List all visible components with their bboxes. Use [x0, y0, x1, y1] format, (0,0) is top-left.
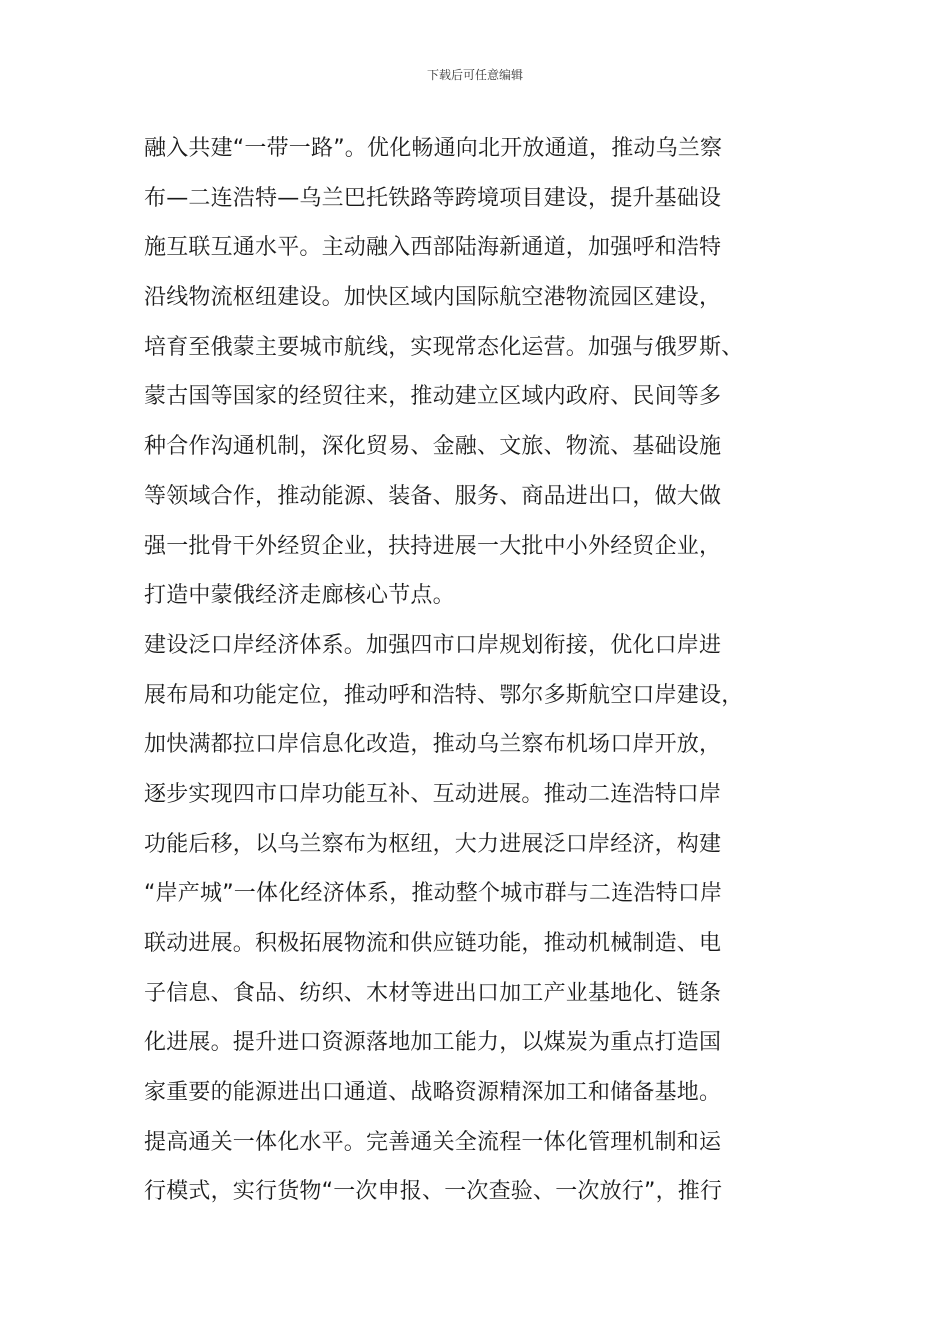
- text-line: 提高通关一体化水平。完善通关全流程一体化管理机制和运: [144, 1129, 722, 1155]
- page-header-note: 下载后可任意编辑: [426, 68, 523, 82]
- text-line: 行模式，实行货物“一次申报、一次查验、一次放行”，推行: [144, 1179, 723, 1205]
- text-line: 家重要的能源进出口通道、战略资源精深加工和储备基地。: [144, 1080, 722, 1106]
- text-line: 联动进展。积极拓展物流和供应链功能，推动机械制造、电: [144, 931, 722, 956]
- text-line: 逐步实现四市口岸功能互补、互动进展。推动二连浩特口岸: [144, 781, 722, 807]
- text-line: 布—二连浩特—乌兰巴托铁路等跨境项目建设，提升基础设: [144, 185, 722, 211]
- text-line: 施互联互通水平。主动融入西部陆海新通道，加强呼和浩特: [144, 235, 722, 261]
- text-line: 化进展。提升进口资源落地加工能力，以煤炭为重点打造国: [144, 1030, 722, 1056]
- document-body: [144, 124, 784, 1217]
- text-line: “岸产城”一体化经济体系，推动整个城市群与二连浩特口岸: [144, 881, 723, 907]
- text-line: 培育至俄蒙主要城市航线，实现常态化运营。加强与俄罗斯、: [144, 334, 744, 360]
- text-line: 蒙古国等国家的经贸往来，推动建立区域内政府、民间等多: [144, 384, 722, 410]
- text-line: 等领域合作，推动能源、装备、服务、商品进出口，做大做: [144, 483, 722, 509]
- text-line: 融入共建“一带一路”。优化畅通向北开放通道，推动乌兰察: [144, 136, 723, 161]
- text-line: 功能后移，以乌兰察布为枢纽，大力进展泛口岸经济，构建: [144, 831, 722, 857]
- text-line: 子信息、食品、纺织、木材等进出口加工产业基地化、链条: [144, 980, 722, 1006]
- text-line: 沿线物流枢纽建设。加快区域内国际航空港物流园区建设，: [144, 285, 722, 311]
- text-line: 强一批骨干外经贸企业，扶持进展一大批中小外经贸企业，: [144, 533, 722, 559]
- text-line: 建设泛口岸经济体系。加强四市口岸规划衔接，优化口岸进: [144, 632, 722, 658]
- text-line: 种合作沟通机制，深化贸易、金融、文旅、物流、基础设施: [144, 434, 722, 460]
- text-line: 加快满都拉口岸信息化改造，推动乌兰察布机场口岸开放，: [144, 732, 722, 758]
- text-line: 打造中蒙俄经济走廊核心节点。: [144, 583, 455, 609]
- text-line: 展布局和功能定位，推动呼和浩特、鄂尔多斯航空口岸建设，: [144, 682, 744, 708]
